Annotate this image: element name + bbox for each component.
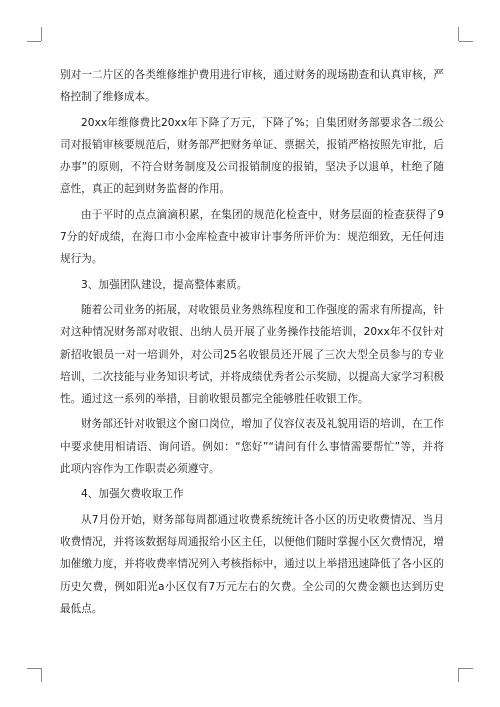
crop-mark-top-left-horizontal	[27, 41, 41, 42]
section-heading-team-building: 3、加强团队建设，提高整体素质。	[81, 278, 248, 291]
paragraph-maintenance-cost: 20xx年维修费比20xx年下降了万元，下降了%；自集团财务部要求各二级公司对报销审核要规范后，财务部严把财务单证、票据关，报销严格按照先审批，后办事”的原则，不符合财务制度及公司报销制度的报销，坚决予以退单，杜绝了随意性，真正的起到财务监督的作用。	[60, 116, 444, 196]
crop-mark-bottom-left-horizontal	[27, 668, 41, 669]
paragraph-cashier-training: 随着公司业务的拓展，对收银员业务熟练程度和工作强度的需求有所提高，针对这种情况财务部对收银、出纳人员开展了业务操作技能培训，20xx年不仅针对新招收银员一对一培训外，对公司25名收银员还开展了三次大型全员参与的专业培训，二次技能与业务知识考试，并将成绩优秀者公示奖励，以提高大家学习积极性。通过这一系列的举措，目前收银员都完全能够胜任收银工作。	[60, 303, 444, 406]
paragraph-inspection-result: 由于平时的点点滴滴积累，在集团的规范化检查中，财务层面的检查获得了97分的好成绩，在海口市小金库检查中被审计事务所评价为：规范细致，无任何违规行为。	[60, 208, 444, 266]
paragraph-maintenance-review: 别对一二片区的各类维修维护费用进行审核，通过财务的现场勘查和认真审核，严格控制了维修成本。	[60, 69, 444, 104]
crop-mark-bottom-left-vertical	[41, 668, 42, 682]
section-heading-arrears-collection: 4、加强欠费收取工作	[81, 488, 184, 501]
crop-mark-bottom-right-vertical	[458, 668, 459, 682]
crop-mark-top-right-horizontal	[459, 41, 473, 42]
paragraph-arrears-collection: 从7月份开始，财务部每周都通过收费系统统计各小区的历史收费情况、当月收费情况，并将该数据每周通报给小区主任，以便他们随时掌握小区欠费情况，增加催缴力度，并将收费率情况列入考核指标中，通过以上举措迅速降低了各小区的历史欠费，例如阳光a小区仅有7万元左右的欠费。全公司的欠费金额也达到历史最低点。	[60, 513, 444, 615]
paragraph-etiquette-training: 财务部还针对收银这个窗口岗位，增加了仪容仪表及礼貌用语的培训，在工作中要求使用相请语、询问语。例如：“您好”“请问有什么事情需要帮忙”等，并将此项内容作为工作职责必须遵守。	[60, 418, 444, 476]
document-body	[60, 64, 444, 620]
crop-mark-top-left-vertical	[41, 27, 42, 41]
crop-mark-top-right-vertical	[458, 27, 459, 41]
crop-mark-bottom-right-horizontal	[459, 668, 473, 669]
